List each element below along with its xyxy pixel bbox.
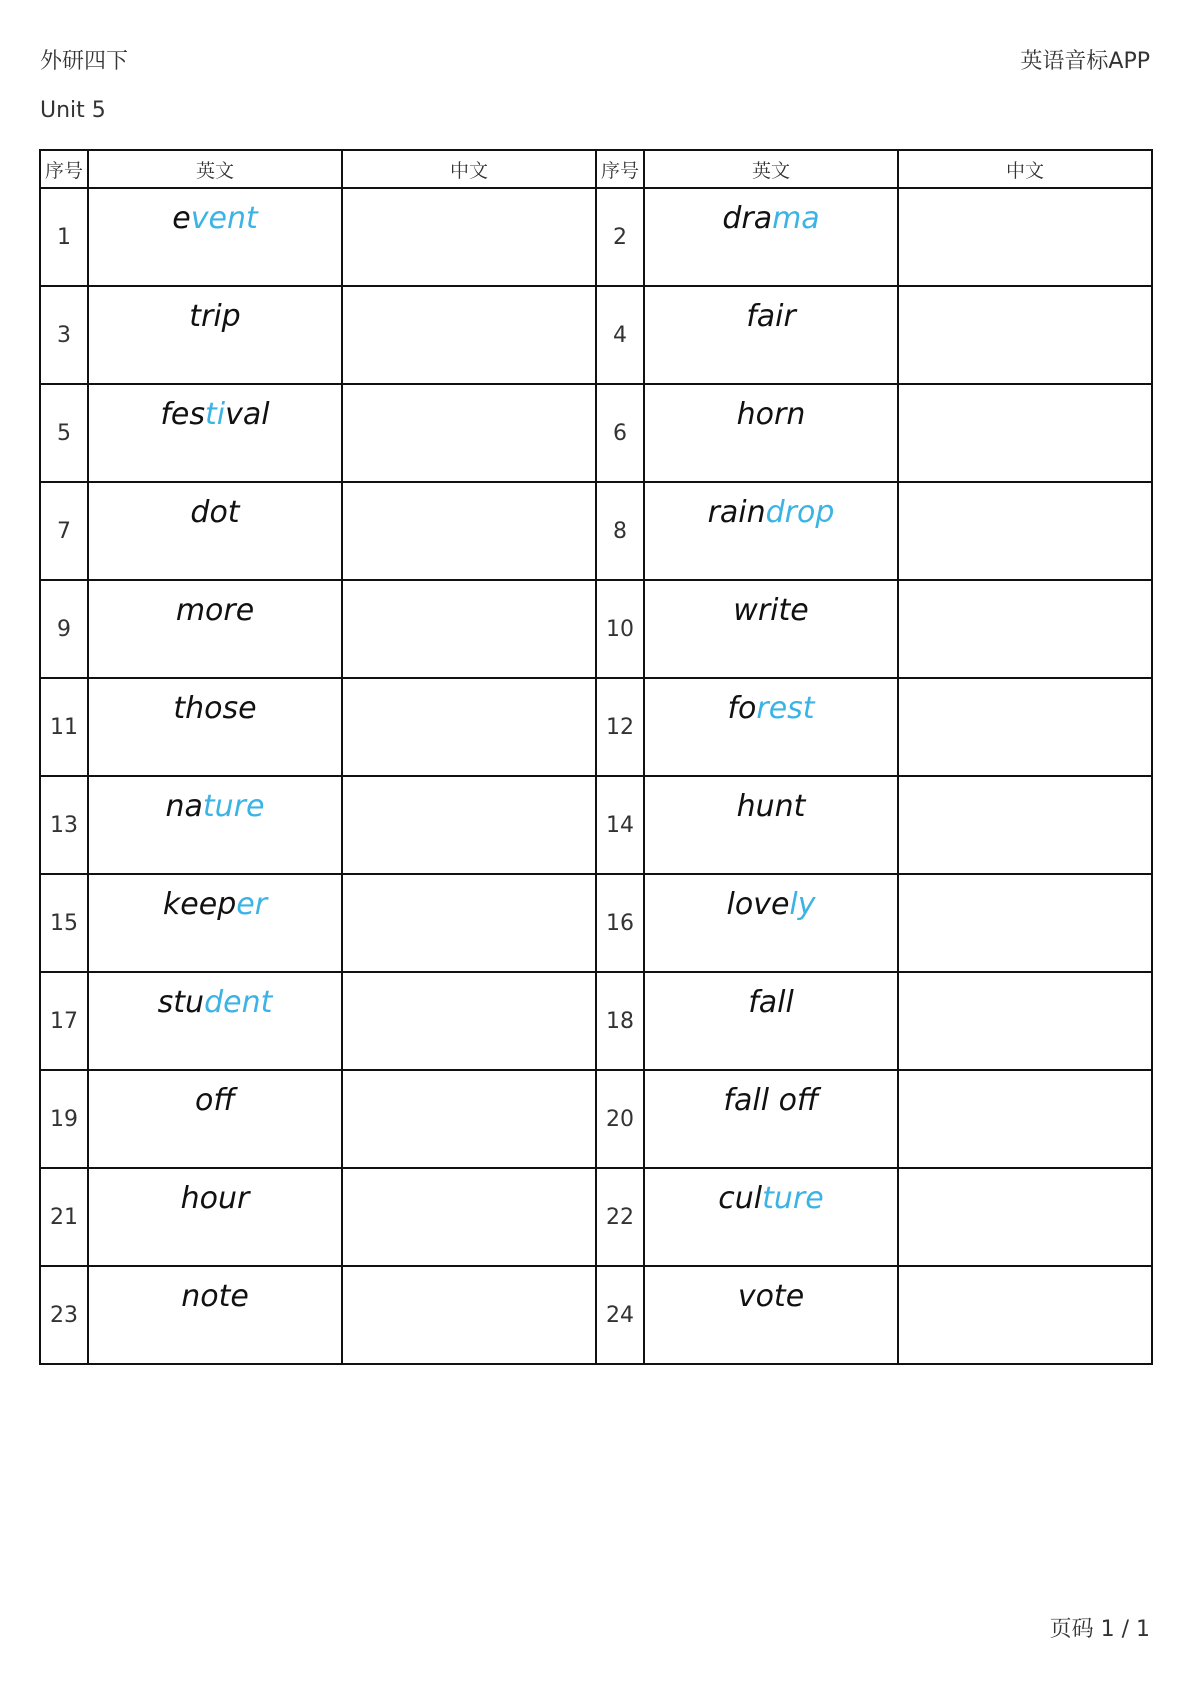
row-number: 16	[596, 874, 644, 972]
english-cell	[644, 384, 898, 482]
word-highlight: vent	[190, 201, 258, 236]
word-plain: trip	[189, 299, 241, 334]
table-row	[40, 874, 1152, 972]
english-cell	[88, 1070, 342, 1168]
english-word	[190, 495, 239, 530]
english-cell	[644, 482, 898, 580]
row-number: 21	[40, 1168, 88, 1266]
chinese-answer-cell[interactable]	[898, 1070, 1152, 1168]
header-number: 序号	[40, 150, 88, 188]
chinese-answer-cell[interactable]	[342, 188, 596, 286]
row-number: 20	[596, 1070, 644, 1168]
word-plain: hour	[180, 1181, 250, 1216]
word-plain: fes	[160, 397, 206, 432]
word-plain: love	[726, 887, 790, 922]
header-english: 英文	[88, 150, 342, 188]
table-row	[40, 188, 1152, 286]
word-highlight: ture	[762, 1181, 824, 1216]
english-cell	[644, 874, 898, 972]
row-number: 5	[40, 384, 88, 482]
english-cell	[88, 384, 342, 482]
word-highlight: rest	[756, 691, 815, 726]
word-plain: those	[173, 691, 257, 726]
table-row	[40, 1070, 1152, 1168]
word-plain: dot	[190, 495, 240, 530]
word-highlight: ly	[789, 887, 816, 922]
chinese-answer-cell[interactable]	[898, 580, 1152, 678]
row-number: 18	[596, 972, 644, 1070]
word-highlight: er	[236, 887, 268, 922]
english-cell	[88, 1266, 342, 1364]
word-plain: more	[175, 593, 255, 628]
word-plain: note	[181, 1279, 249, 1314]
row-number: 9	[40, 580, 88, 678]
word-plain: write	[733, 593, 809, 628]
chinese-answer-cell[interactable]	[898, 482, 1152, 580]
chinese-answer-cell[interactable]	[898, 1168, 1152, 1266]
row-number: 4	[596, 286, 644, 384]
table-row	[40, 776, 1152, 874]
chinese-answer-cell[interactable]	[342, 482, 596, 580]
chinese-answer-cell[interactable]	[342, 1070, 596, 1168]
english-cell	[88, 1168, 342, 1266]
english-word	[723, 1083, 818, 1118]
english-word	[746, 299, 796, 334]
word-plain: horn	[736, 397, 806, 432]
chinese-answer-cell[interactable]	[342, 286, 596, 384]
row-number: 24	[596, 1266, 644, 1364]
word-tail: val	[225, 397, 270, 432]
header-english: 英文	[644, 150, 898, 188]
english-word	[718, 1181, 823, 1216]
word-plain: fair	[746, 299, 796, 334]
english-cell	[88, 580, 342, 678]
english-word	[708, 495, 835, 530]
row-number: 12	[596, 678, 644, 776]
english-cell	[88, 874, 342, 972]
chinese-answer-cell[interactable]	[342, 776, 596, 874]
row-number: 14	[596, 776, 644, 874]
chinese-answer-cell[interactable]	[342, 384, 596, 482]
word-plain: e	[172, 201, 191, 236]
english-word	[160, 397, 269, 432]
english-cell	[88, 188, 342, 286]
chinese-answer-cell[interactable]	[898, 1266, 1152, 1364]
word-plain: rain	[707, 495, 766, 530]
english-word	[181, 1181, 250, 1216]
word-plain: hunt	[736, 789, 806, 824]
english-cell	[88, 972, 342, 1070]
english-word	[195, 1083, 235, 1118]
table-row	[40, 1266, 1152, 1364]
english-cell	[88, 482, 342, 580]
english-word	[737, 789, 806, 824]
table-row	[40, 384, 1152, 482]
table-row	[40, 482, 1152, 580]
word-plain: na	[165, 789, 203, 824]
word-plain: cul	[718, 1181, 763, 1216]
word-plain: fall	[748, 985, 794, 1020]
chinese-answer-cell[interactable]	[898, 188, 1152, 286]
word-plain: off	[194, 1083, 235, 1118]
header-chinese: 中文	[342, 150, 596, 188]
page-number: 页码 1 / 1	[1049, 1617, 1150, 1642]
english-cell	[88, 678, 342, 776]
word-plain: fall off	[723, 1083, 819, 1118]
english-word	[166, 789, 265, 824]
english-word	[176, 593, 254, 628]
table-row	[40, 678, 1152, 776]
unit-title: Unit 5	[40, 98, 106, 123]
table-row	[40, 972, 1152, 1070]
row-number: 17	[40, 972, 88, 1070]
english-word	[727, 691, 814, 726]
word-plain: dra	[722, 201, 773, 236]
row-number: 15	[40, 874, 88, 972]
chinese-answer-cell[interactable]	[898, 286, 1152, 384]
english-word	[163, 887, 267, 922]
chinese-answer-cell[interactable]	[342, 972, 596, 1070]
row-number: 3	[40, 286, 88, 384]
word-highlight: ti	[205, 397, 226, 432]
header-number: 序号	[596, 150, 644, 188]
row-number: 8	[596, 482, 644, 580]
english-cell	[644, 972, 898, 1070]
table-row	[40, 1168, 1152, 1266]
english-word	[722, 201, 819, 236]
row-number: 19	[40, 1070, 88, 1168]
english-word	[727, 887, 816, 922]
row-number: 1	[40, 188, 88, 286]
row-number: 2	[596, 188, 644, 286]
word-plain: stu	[157, 985, 205, 1020]
english-word	[172, 201, 257, 236]
table-header-row	[40, 150, 1152, 188]
chinese-answer-cell[interactable]	[898, 384, 1152, 482]
row-number: 13	[40, 776, 88, 874]
table-row	[40, 286, 1152, 384]
english-cell	[644, 580, 898, 678]
chinese-answer-cell[interactable]	[342, 1168, 596, 1266]
english-cell	[644, 1168, 898, 1266]
word-plain: vote	[737, 1279, 805, 1314]
english-cell	[88, 286, 342, 384]
english-cell	[644, 286, 898, 384]
english-word	[738, 1279, 804, 1314]
chinese-answer-cell[interactable]	[898, 874, 1152, 972]
english-cell	[644, 1070, 898, 1168]
english-cell	[88, 776, 342, 874]
chinese-answer-cell[interactable]	[898, 678, 1152, 776]
english-word	[737, 397, 806, 432]
chinese-answer-cell[interactable]	[342, 678, 596, 776]
row-number: 6	[596, 384, 644, 482]
row-number: 7	[40, 482, 88, 580]
chinese-answer-cell[interactable]	[342, 874, 596, 972]
header-left-title: 外研四下	[40, 49, 129, 74]
english-cell	[644, 678, 898, 776]
word-highlight: drop	[765, 495, 835, 530]
english-word	[173, 691, 256, 726]
english-word	[181, 1279, 249, 1314]
chinese-answer-cell[interactable]	[898, 776, 1152, 874]
row-number: 23	[40, 1266, 88, 1364]
row-number: 11	[40, 678, 88, 776]
english-word	[189, 299, 240, 334]
english-word	[748, 985, 794, 1020]
english-word	[733, 593, 808, 628]
word-plain: keep	[162, 887, 237, 922]
word-plain: fo	[727, 691, 757, 726]
header-chinese: 中文	[898, 150, 1152, 188]
vocabulary-table	[39, 149, 1153, 1365]
word-highlight: dent	[204, 985, 273, 1020]
row-number: 10	[596, 580, 644, 678]
english-cell	[644, 188, 898, 286]
english-cell	[644, 776, 898, 874]
header-right-title: 英语音标APP	[1020, 49, 1150, 74]
english-word	[158, 985, 273, 1020]
word-highlight: ma	[772, 201, 820, 236]
chinese-answer-cell[interactable]	[342, 1266, 596, 1364]
table-body	[40, 188, 1152, 1364]
row-number: 22	[596, 1168, 644, 1266]
word-highlight: ture	[202, 789, 265, 824]
chinese-answer-cell[interactable]	[898, 972, 1152, 1070]
table-row	[40, 580, 1152, 678]
english-cell	[644, 1266, 898, 1364]
chinese-answer-cell[interactable]	[342, 580, 596, 678]
